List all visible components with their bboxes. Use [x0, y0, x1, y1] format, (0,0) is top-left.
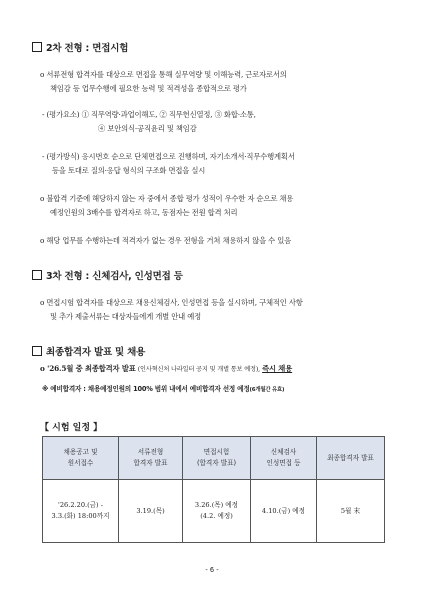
- checkbox-square-icon: [32, 270, 42, 280]
- cell-text: 인성면접 등: [266, 459, 301, 467]
- section-2-title: 2차 전형 : 면접시험: [32, 40, 128, 54]
- paragraph-line: - (평가요소) ① 직무역량·과업이해도, ② 직무헌신열정, ③ 화합·소통,: [42, 110, 256, 119]
- cell-text: '26.2.20.(금) -: [58, 501, 103, 509]
- reserve-note: ※ 예비합격자 : 채용예정인원의 100% 범위 내에서 예비합격자 선정 예정(6개월간 유효): [42, 385, 285, 393]
- cell-text: 채용공고 및: [63, 448, 98, 456]
- cell-text: 4.10.(금) 예정: [261, 506, 306, 515]
- cell-text: 최종합격자 발표: [327, 453, 374, 462]
- cell-text: 5월 末: [340, 506, 361, 515]
- cell-text: 합격자 발표: [133, 459, 168, 467]
- paragraph-line: 책임감 등 업무수행에 필요한 능력 및 적격성을 종합적으로 평가: [50, 84, 247, 93]
- section-4-title: 최종합격자 발표 및 채용: [32, 344, 145, 358]
- paragraph-line: 등을 토대로 질의·응답 형식의 구조화 면접을 실시: [52, 166, 206, 175]
- header-cell: [251, 437, 317, 480]
- table-header-row: [43, 437, 385, 480]
- paragraph-line: 예정인원의 3배수를 합격자로 하고, 동점자는 전원 합격 처리: [50, 208, 238, 217]
- cell-text: 서류전형: [137, 448, 164, 456]
- table-cell: [183, 480, 251, 543]
- paragraph-line: o 면접시험 합격자를 대상으로 채용신체검사, 인성면접 등을 실시하며, 구체적인 사항: [40, 298, 303, 307]
- checkbox-square-icon: [32, 346, 42, 356]
- cell-text: 원서접수: [67, 459, 94, 467]
- schedule-title: 【 시험 일정 】: [40, 423, 103, 433]
- header-cell: [43, 437, 119, 480]
- table-cell: [317, 480, 385, 543]
- page-number: - 6 -: [205, 566, 219, 574]
- table-cell: [251, 480, 317, 543]
- header-cell: [183, 437, 251, 480]
- schedule-table: [42, 436, 385, 543]
- header-cell: [317, 437, 385, 480]
- announcement-line: o '26.5월 중 최종합격자 발표 (인사혁신처 나라일터 공지 및 개별 통보 예정), 즉시 채용: [40, 364, 293, 373]
- table-cell: [119, 480, 183, 543]
- table-cell: [43, 480, 119, 543]
- paragraph-line: o 서류전형 합격자를 대상으로 면접을 통해 실무역량 및 이해능력, 근로자로서의: [40, 70, 287, 79]
- cell-text: 3.3.(화) 18:00까지: [51, 512, 110, 520]
- cell-text: (4.2. 예정): [200, 512, 233, 520]
- paragraph-line: 및 추가 제출서류는 대상자들에게 개별 안내 예정: [50, 312, 201, 321]
- paragraph-line: o 해당 업무를 수행하는데 적격자가 없는 경우 전형을 거쳐 채용하지 않을 수 있음: [40, 236, 292, 245]
- cell-text: 3.26.(목) 예정: [194, 501, 239, 509]
- checkbox-square-icon: [32, 42, 42, 52]
- cell-text: 신체검사: [270, 448, 297, 456]
- cell-text: 3.19.(목): [136, 506, 165, 515]
- paragraph-line: o 불합격 기준에 해당하지 않는 자 중에서 종합 평가 성적이 우수한 자 순으로 채용: [40, 194, 294, 203]
- table-row: [43, 480, 385, 543]
- paragraph-line: ④ 보안의식·공직윤리 및 책임감: [98, 124, 197, 133]
- paragraph-line: - (평가방식) 응시번호 순으로 단체면접으로 진행하며, 자기소개서·직무수행계획서: [42, 152, 295, 161]
- section-3-title: 3차 전형 : 신체검사, 인성면접 등: [32, 268, 183, 282]
- cell-text: 면접시험: [203, 448, 230, 456]
- header-cell: [119, 437, 183, 480]
- cell-text: (합격자 발표): [196, 459, 237, 467]
